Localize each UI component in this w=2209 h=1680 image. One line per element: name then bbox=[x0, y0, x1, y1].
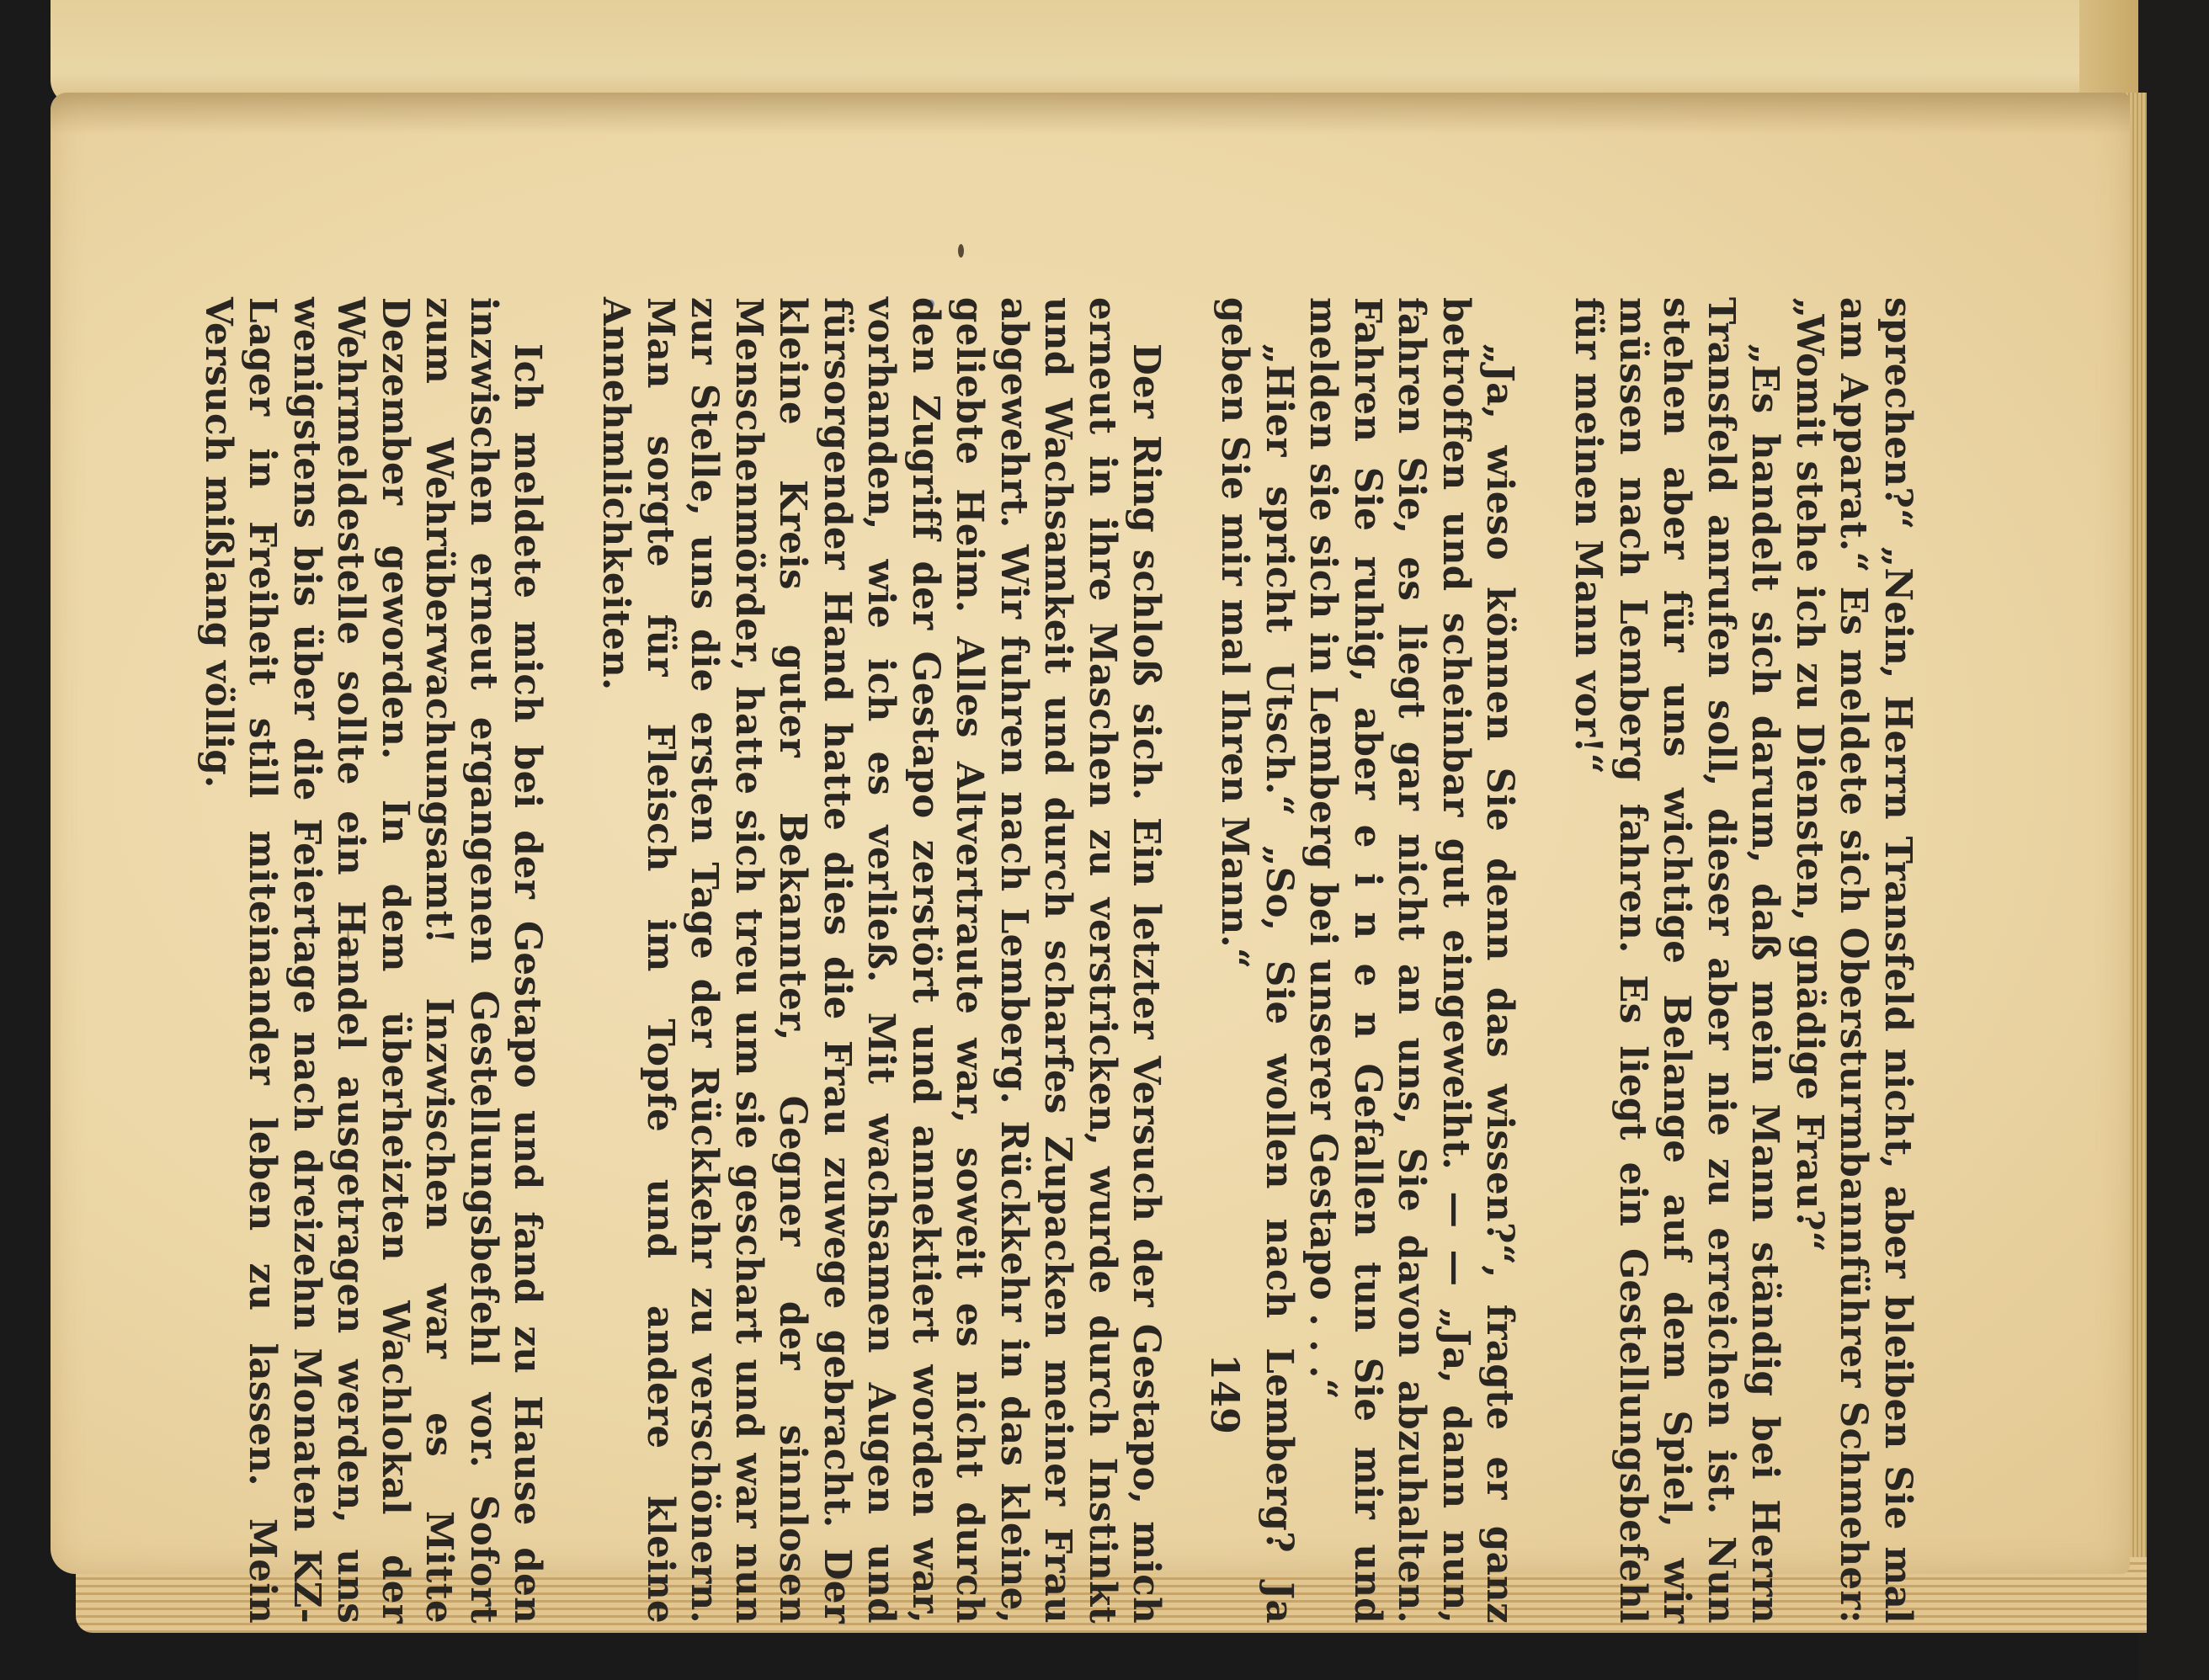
dark-background bbox=[2138, 0, 2209, 1680]
paragraph: sprechen?“ „Nein, Herrn Transfeld nicht, aber bleiben Sie mal am Apparat.“ Es meldete sich Obersturmbannführer Schmeher: „Womit stehe ich zu Diensten, gnädige Frau?“ bbox=[1788, 297, 1919, 1624]
paragraph: Ich meldete mich bei der Gestapo und fand zu Hause den inzwischen erneut ergangenen Gestellungsbefehl vor. Sofort zum Wehrüberwachungsamt! Inzwischen war es Mitte Dezember geworden. In dem überheizten Wachlokal der Wehrmeldestelle sollte ein Handel ausgetragen werden, uns wenigstens bis über die Feiertage nach dreizehn Monaten KZ-Lager in Freiheit still miteinander leben zu lassen. Mein Versuch mißlang völlig. bbox=[197, 297, 550, 1624]
paragraph: „Hier spricht Utsch.“ „So, Sie wollen nach Lemberg? Ja geben Sie mir mal Ihren Mann.“ bbox=[1213, 297, 1301, 1624]
previous-page-edge bbox=[51, 0, 2138, 105]
paragraph: Der Ring schloß sich. Ein letzter Versuch der Gestapo, mich erneut in ihre Maschen zu verstricken, wurde durch Instinkt und Wachsamkeit und durch scharfes Zupacken meiner Frau abgewehrt. Wir fuhren nach Lemberg. Rückkehr in das kleine, geliebte Heim. Alles Altvertraute war, soweit es nicht durch den Zugriff der Gestapo zerstört und annektiert worden war, vorhanden, wie ich es verließ. Mit wachsamen Augen und fürsorgender Hand hatte dies die Frau zuwege gebracht. Der kleine Kreis guter Bekannter, Gegner der sinnlosen Menschenmörder, hatte sich treu um sie geschart und war nun zur Stelle, uns die ersten Tage der Rückkehr zu verschönern. Man sorgte für Fleisch im Topfe und andere kleine Annehmlichkeiten. bbox=[594, 297, 1168, 1624]
paragraph: „Es handelt sich darum, daß mein Mann ständig bei Herrn Transfeld anrufen soll, dieser aber nie zu erreichen ist. Nun stehen aber für uns wichtige Belange auf dem Spiel, wir müssen nach Lemberg fahren. Es liegt ein Gestellungsbefehl für meinen Mann vor!“ bbox=[1567, 297, 1787, 1624]
binding-shadow bbox=[51, 93, 2130, 135]
paragraph: „Ja, wieso können Sie denn das wissen?“, fragte er ganz betroffen und scheinbar gut eingeweiht. — — „Ja, dann nun, fahren Sie, es liegt gar nicht an uns, Sie davon abzuhalten. Fahren Sie ruhig, aber e i n e n Gefallen tun Sie mir und melden sie sich in Lemberg bei unserer Gestapo . . .“ bbox=[1301, 297, 1522, 1624]
body-text bbox=[197, 297, 1919, 1624]
paper-speck bbox=[958, 244, 964, 258]
page-number: 149 bbox=[1202, 1353, 1248, 1435]
